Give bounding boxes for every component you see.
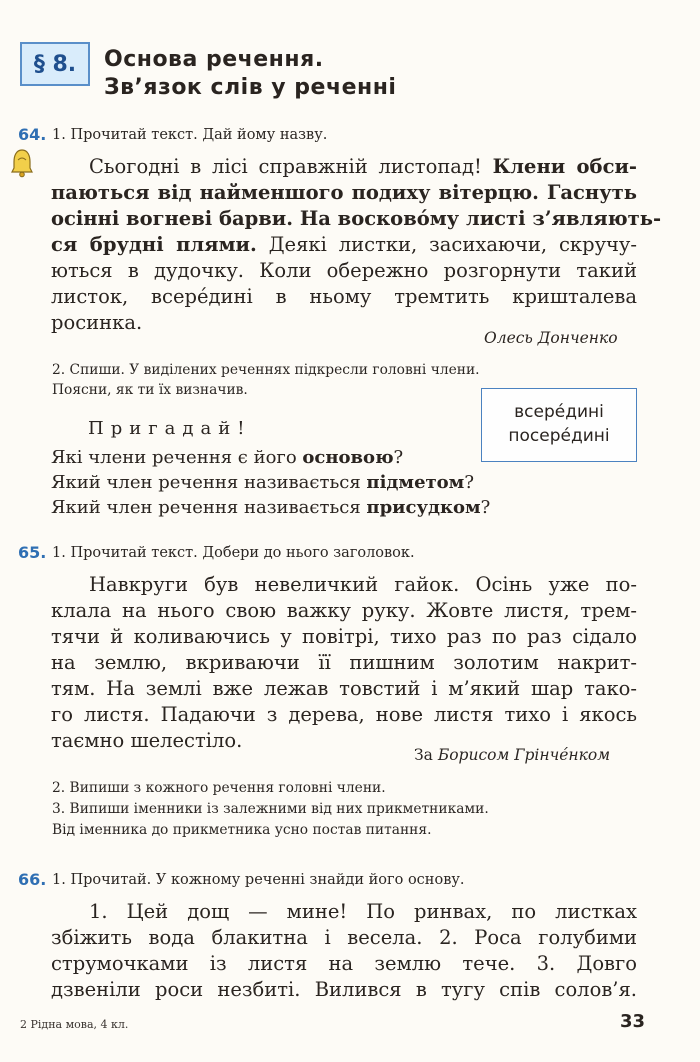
exercise-64-text	[51, 154, 662, 336]
text-line: Навкруги був невеличкий гайок. Осінь уже по-	[89, 573, 637, 596]
section-title-line-1: Основа речення.	[104, 47, 324, 72]
word-2: посерéдині	[508, 426, 610, 446]
text-line: клала на нього свою важку руку. Жовте листя, трем-	[51, 599, 637, 622]
bell-icon	[10, 148, 34, 178]
text-line: ються в дудочку. Коли обережно розгорнути такий	[51, 259, 637, 282]
text-line: паються від найменшого подиху вітерцю. Гаснуть	[51, 181, 637, 204]
exercise-64-author: Олесь Донченко	[484, 329, 618, 347]
remember-heading: Пригадай!	[88, 418, 252, 439]
words-box	[481, 388, 637, 462]
text-line: тячи й коливаючись у повітрі, тихо раз по раз сідало	[51, 625, 637, 648]
exercise-66-number: 66.	[18, 870, 47, 889]
exercise-65-instruction-3b: Від іменника до прикметника усно постав питання.	[52, 822, 432, 838]
text-line: струмочками із листя на землю тече. 3. Довго	[51, 952, 637, 975]
text-line: таємно шелестіло.	[51, 729, 243, 752]
exercise-65-instruction-3a: 3. Випиши іменники із залежними від них прикметниками.	[52, 801, 489, 817]
text-line: го листя. Падаючи з дерева, нове листя тихо і якось	[51, 703, 637, 726]
text-line: росинка.	[51, 311, 143, 334]
text-line: листок, всерéдині в ньому тремтить кришталева	[51, 285, 637, 308]
exercise-64-instruction-2a: 2. Спиши. У виділених реченнях підкресли головні члени.	[52, 362, 480, 378]
section-number: § 8.	[33, 51, 77, 77]
text-line: Сьогодні в лісі справжній листопад! Клени обси-	[89, 155, 637, 178]
text-line: тям. На землі вже лежав товстий і м’який шар тако-	[51, 677, 637, 700]
text-line: дзвеніли роси незбиті. Вилився в тугу спів солов’я.	[51, 978, 637, 1001]
text-line: осінні вогневі барви. На восковóму листі з’являють-	[51, 207, 662, 230]
exercise-64-instruction-2b: Поясни, як ти їх визначив.	[52, 382, 248, 398]
footer-book-title: 2 Рідна мова, 4 кл.	[20, 1018, 129, 1031]
section-title-line-2: Зв’язок слів у реченні	[104, 75, 397, 100]
exercise-64-instruction-1: 1. Прочитай текст. Дай йому назву.	[52, 127, 328, 143]
section-title	[104, 46, 396, 102]
section-badge	[20, 42, 90, 86]
text-line: 1. Цей дощ — мине! По ринвах, по листках	[89, 900, 637, 923]
question-2: Який член речення називається підметом?	[51, 472, 474, 493]
exercise-64-number: 64.	[18, 125, 47, 144]
text-line: на землю, вкриваючи її пишним золотим накрит-	[51, 651, 637, 674]
exercise-65-instruction-1: 1. Прочитай текст. Добери до нього заголовок.	[52, 545, 415, 561]
text-line: ся брудні плями. Деякі листки, засихаючи, скручу-	[51, 233, 637, 256]
text-line: збіжить вода блакитна і весела. 2. Роса голубими	[51, 926, 637, 949]
question-3: Який член речення називається присудком?	[51, 497, 491, 518]
exercise-66-text	[51, 899, 637, 1003]
word-1: всерéдині	[514, 402, 604, 422]
exercise-65-number: 65.	[18, 543, 47, 562]
page-number: 33	[620, 1011, 646, 1032]
question-1: Які члени речення є його основою?	[51, 447, 404, 468]
exercise-65-author: За Борисом Грінчéнком	[414, 746, 611, 764]
exercise-66-instruction-1: 1. Прочитай. У кожному реченні знайди його основу.	[52, 872, 465, 888]
exercise-65-text	[51, 572, 637, 754]
exercise-65-instruction-2: 2. Випиши з кожного речення головні члени.	[52, 780, 386, 796]
